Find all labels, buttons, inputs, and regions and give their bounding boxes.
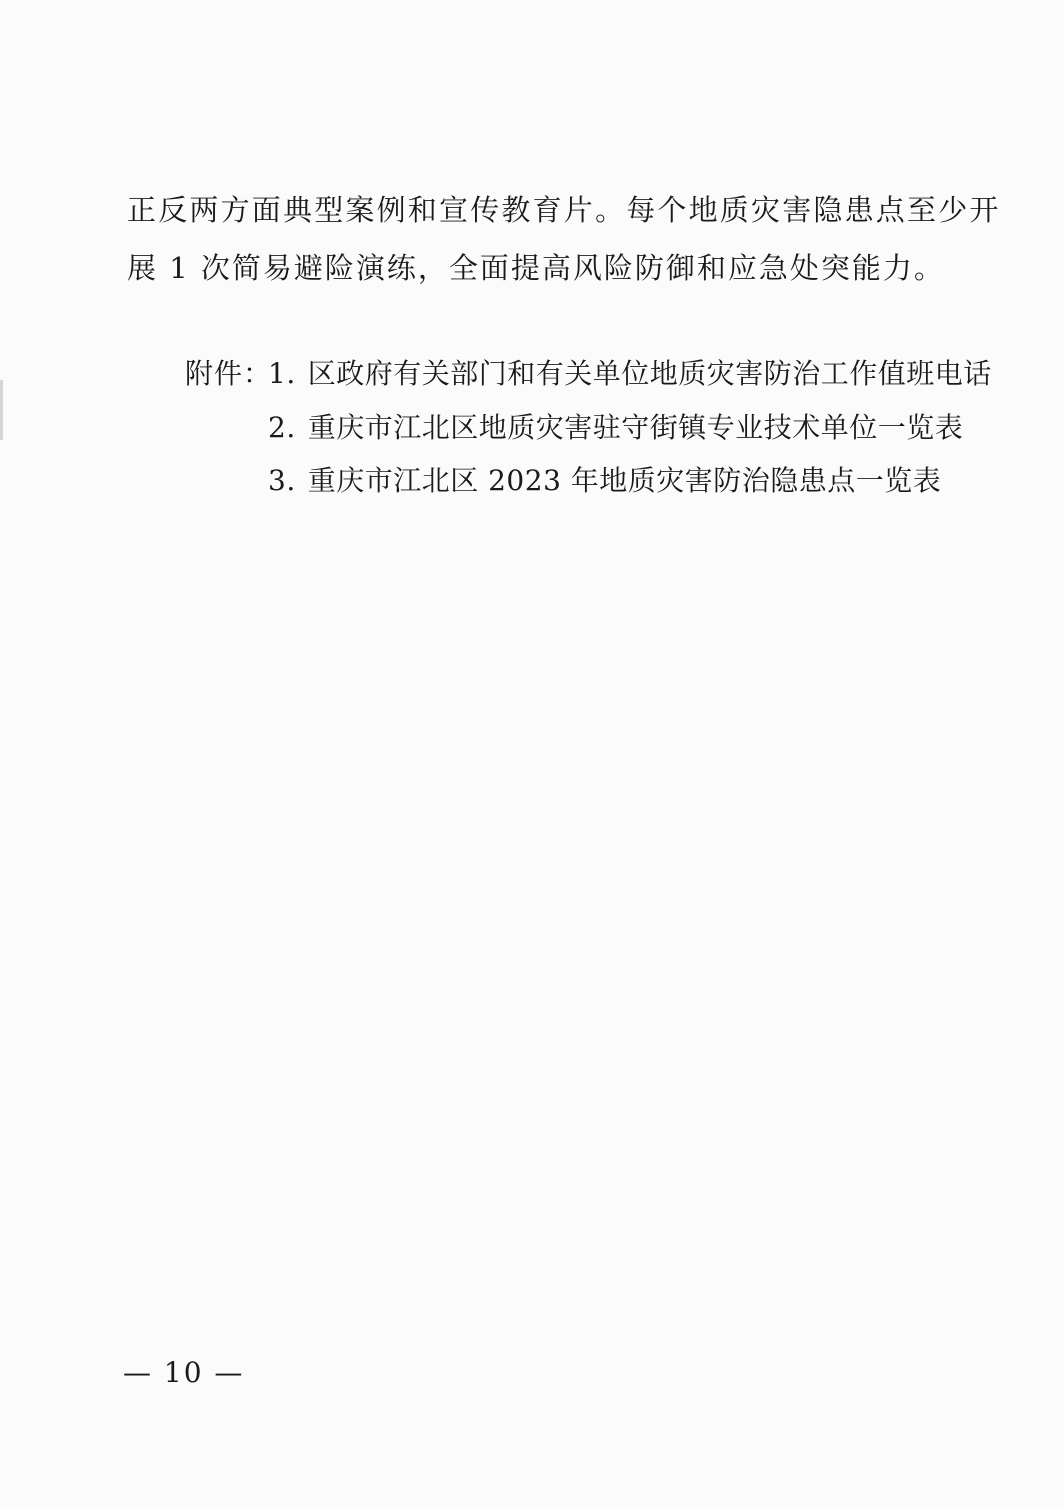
attachment-item-3 (268, 463, 941, 499)
attachment-title: 重庆市江北区 2023 年地质灾害防治隐患点一览表 (307, 464, 942, 497)
body-text-line-2: 展 1 次简易避险演练，全面提高风险防御和应急处突能力。 (127, 251, 945, 285)
attachment-item-2 (268, 410, 963, 446)
attachment-number: 1. (268, 357, 296, 390)
attachment-number: 3. (268, 464, 296, 497)
attachment-number: 2. (268, 411, 296, 444)
attachments-label: 附件： (185, 357, 273, 390)
page-number: — 10 — (123, 1356, 245, 1389)
body-text-line-1: 正反两方面典型案例和宣传教育片。每个地质灾害隐患点至少开 (127, 193, 1001, 227)
attachment-item-1 (268, 356, 992, 392)
attachment-title: 区政府有关部门和有关单位地质灾害防治工作值班电话 (307, 357, 992, 390)
attachment-title: 重庆市江北区地质灾害驻守街镇专业技术单位一览表 (307, 411, 964, 444)
scan-edge-mark (0, 380, 3, 440)
